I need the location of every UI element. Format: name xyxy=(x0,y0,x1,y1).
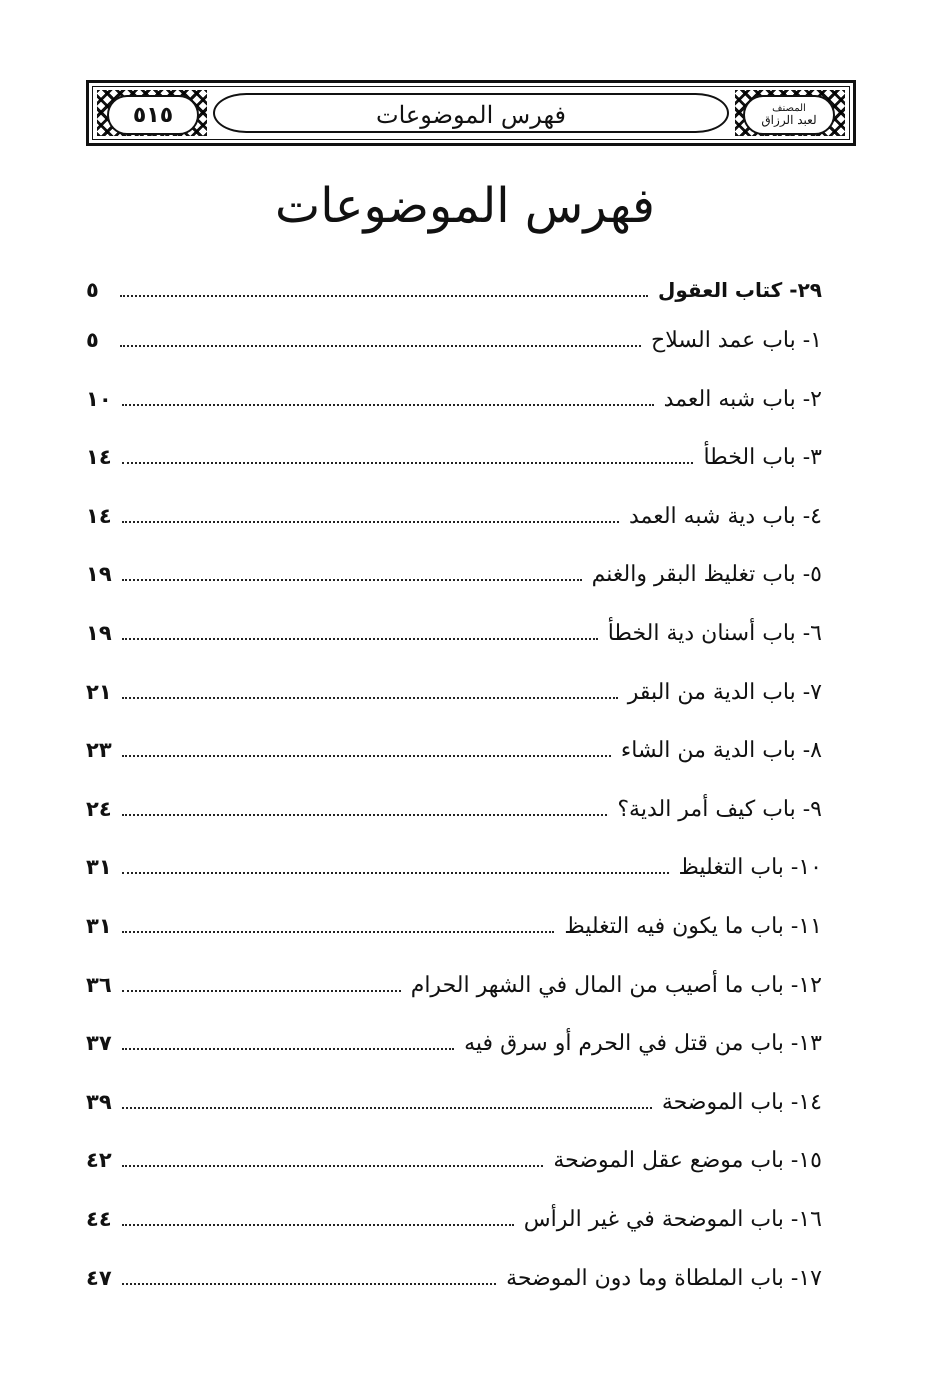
toc-entry-page: ٣٧ xyxy=(86,1031,112,1056)
toc-entry-label: ١١- باب ما يكون فيه التغليظ xyxy=(564,913,822,939)
toc-entry-page: ٣١ xyxy=(86,913,112,938)
dot-leader xyxy=(120,344,641,347)
toc-entry-page: ١٩ xyxy=(86,620,112,645)
toc-entry-page: ٢٤ xyxy=(86,796,112,821)
book-line-2: لعبد الرزاق xyxy=(761,113,817,127)
toc-entry-page: ١٠ xyxy=(86,386,112,411)
page-title: فهرس الموضوعات xyxy=(275,178,655,234)
toc-entry xyxy=(86,445,822,504)
dot-leader xyxy=(122,1164,544,1167)
toc-entry-label: ٨- باب الدية من الشاء xyxy=(620,738,822,764)
toc-entry-label: ١٦- باب الموضحة في غير الرأس xyxy=(523,1206,822,1232)
dot-leader xyxy=(122,989,401,992)
toc-entry-label: ١٢- باب ما أصيب من المال في الشهر الحرام xyxy=(410,972,822,998)
dot-leader xyxy=(122,813,608,816)
toc-entry-label: ١- باب عمد السلاح xyxy=(651,328,822,353)
toc-entry-label: ٣- باب الخطأ xyxy=(703,445,822,471)
toc-entry xyxy=(86,621,822,680)
toc-entry xyxy=(86,1090,822,1149)
book-badge xyxy=(743,95,835,135)
toc-entry-label: ١٣- باب من قتل في الحرم أو سرق فيه xyxy=(464,1031,822,1057)
dot-leader xyxy=(122,578,582,581)
toc-entry-label: ١٧- باب الملطاة وما دون الموضحة xyxy=(506,1265,822,1291)
toc-entry xyxy=(86,855,822,914)
toc-entry-page: ١٩ xyxy=(86,562,112,587)
toc-entry xyxy=(86,738,822,797)
header-cartouche xyxy=(213,93,729,133)
toc-entry-page: ٢١ xyxy=(86,679,112,704)
toc-entry xyxy=(86,914,822,973)
toc-entry-page: ٤٧ xyxy=(86,1265,112,1290)
dot-leader xyxy=(122,1282,496,1285)
toc-entry-label: ٢٩- كتاب العقول xyxy=(658,278,822,302)
toc-entry-label: ١٠- باب التغليظ xyxy=(678,855,822,881)
toc-entry xyxy=(86,328,822,387)
book-line-1: المصنف xyxy=(772,103,806,114)
toc-entry-label: ١٥- باب موضع عقل الموضحة xyxy=(553,1148,822,1174)
toc-entry-page: ٢٣ xyxy=(86,738,112,763)
running-header xyxy=(86,80,856,146)
toc-entry xyxy=(86,278,822,328)
toc-entry-page: ٣٦ xyxy=(86,972,112,997)
dot-leader xyxy=(122,930,555,933)
toc-entry-page: ٥ xyxy=(86,328,99,352)
toc-entry xyxy=(86,973,822,1032)
dot-leader xyxy=(122,403,654,406)
dot-leader xyxy=(122,461,694,464)
toc-entry xyxy=(86,1266,822,1325)
page-number-badge xyxy=(107,95,199,135)
toc-entry-label: ٩- باب كيف أمر الدية؟ xyxy=(617,796,822,822)
toc-entry-page: ٣١ xyxy=(86,855,112,880)
table-of-contents xyxy=(86,278,822,1324)
toc-entry xyxy=(86,680,822,739)
toc-entry-label: ١٤- باب الموضحة xyxy=(661,1089,822,1115)
toc-entry-page: ١٤ xyxy=(86,445,112,470)
toc-entry xyxy=(86,797,822,856)
toc-entry-page: ٤٤ xyxy=(86,1206,112,1231)
running-title: فهرس الموضوعات xyxy=(376,101,566,129)
dot-leader xyxy=(122,1223,514,1226)
toc-entry xyxy=(86,562,822,621)
toc-entry-page: ١٤ xyxy=(86,503,112,528)
toc-entry xyxy=(86,504,822,563)
toc-entry-label: ٦- باب أسنان دية الخطأ xyxy=(607,620,822,646)
toc-entry-label: ٢- باب شبه العمد xyxy=(663,386,822,412)
toc-entry-label: ٥- باب تغليظ البقر والغنم xyxy=(591,562,822,588)
dot-leader xyxy=(122,754,611,757)
toc-entry-page: ٤٢ xyxy=(86,1148,112,1173)
dot-leader xyxy=(120,294,648,297)
toc-entry xyxy=(86,387,822,446)
dot-leader xyxy=(122,520,619,523)
toc-entry-label: ٧- باب الدية من البقر xyxy=(627,679,822,705)
toc-entry xyxy=(86,1148,822,1207)
toc-entry xyxy=(86,1031,822,1090)
dot-leader xyxy=(122,1047,454,1050)
dot-leader xyxy=(122,637,598,640)
toc-entry-page: ٥ xyxy=(86,278,99,302)
toc-entry xyxy=(86,1207,822,1266)
page-number: ٥١٥ xyxy=(132,102,174,128)
dot-leader xyxy=(122,871,669,874)
toc-entry-label: ٤- باب دية شبه العمد xyxy=(628,503,822,529)
dot-leader xyxy=(122,1106,652,1109)
toc-entry-page: ٣٩ xyxy=(86,1089,112,1114)
dot-leader xyxy=(122,696,618,699)
